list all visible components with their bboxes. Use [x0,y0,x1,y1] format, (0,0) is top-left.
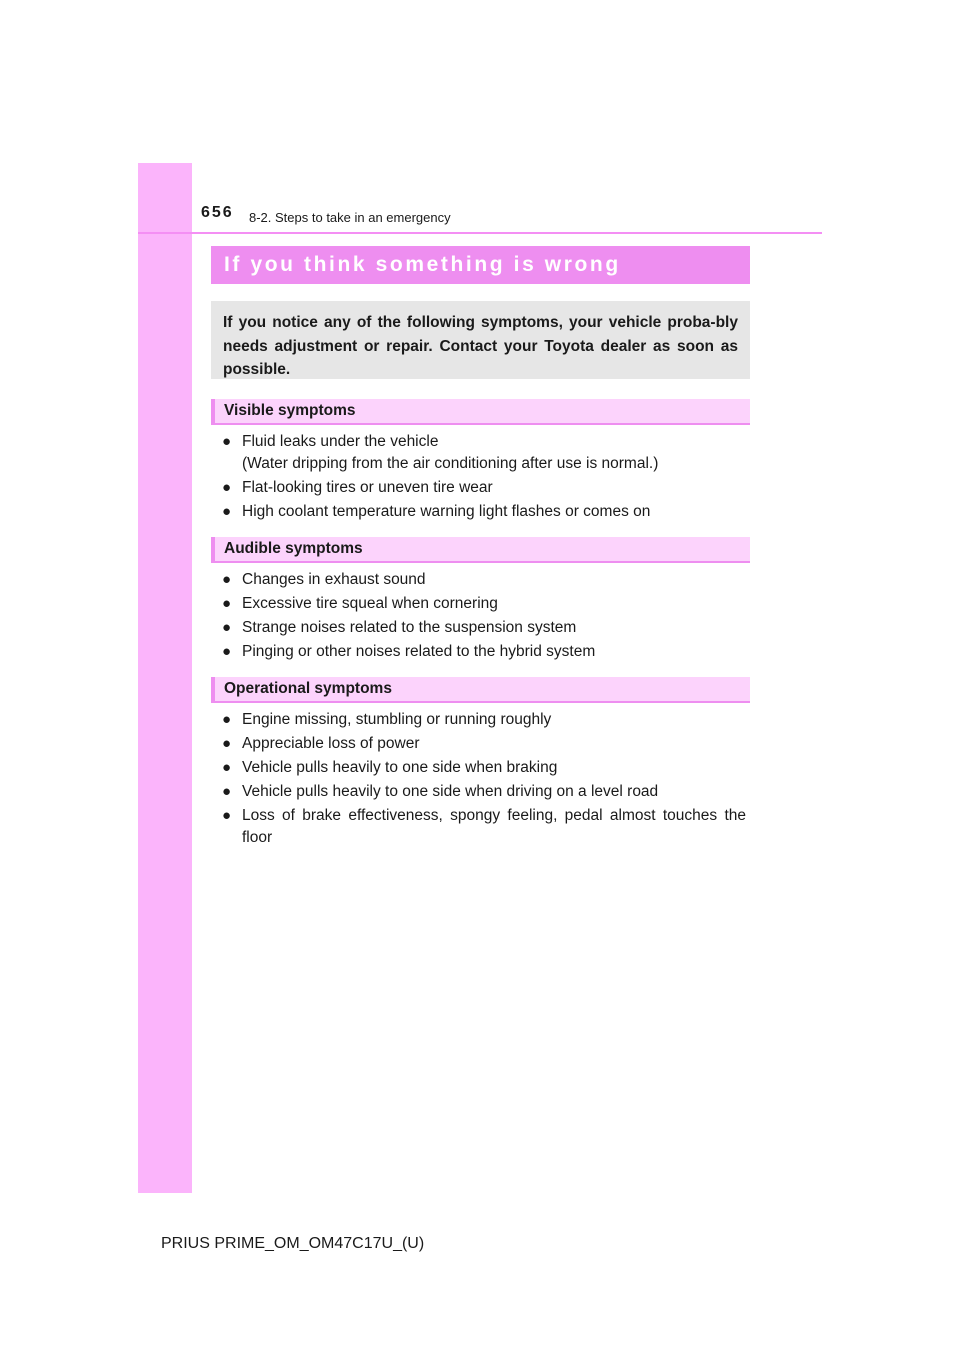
list-item [222,757,746,779]
list-item-text: Excessive tire squeal when cornering [242,595,498,612]
audible-symptoms-heading-text: Audible symptoms [224,540,363,557]
bullet-icon: ● [222,619,232,636]
header-rule [138,232,822,234]
bullet-icon: ● [222,711,232,728]
operational-symptoms-heading-text: Operational symptoms [224,680,392,697]
bullet-icon: ● [222,503,232,520]
title-bar [211,246,750,284]
list-item [222,641,746,663]
page-title: If you think something is wrong [224,253,621,276]
list-item-text: Vehicle pulls heavily to one side when braking [242,759,558,776]
list-item-text: Vehicle pulls heavily to one side when driving on a level road [242,783,659,800]
list-item-text: Strange noises related to the suspension system [242,619,577,636]
intro-box [211,301,750,379]
list-item [222,431,746,475]
chapter-side-tab [138,163,192,1193]
visible-symptoms-heading-text: Visible symptoms [224,402,356,419]
list-item-text: High coolant temperature warning light flashes or comes on [242,503,651,520]
list-item-text: Loss of brake effectiveness, spongy feeling, pedal almost touches the floor [242,807,746,846]
list-item-text: Flat-looking tires or uneven tire wear [242,479,493,496]
list-item [222,781,746,803]
audible-symptoms-list [222,569,746,665]
audible-symptoms-heading [211,537,750,563]
intro-text: If you notice any of the following symptoms, your vehicle proba-bly needs adjustment or repair. Contact your Toyota dealer as soon as possible. [223,314,738,378]
list-item [222,805,746,849]
bullet-icon: ● [222,807,232,824]
list-item-note: (Water dripping from the air conditioning after use is normal.) [242,455,659,472]
list-item [222,733,746,755]
manual-code: PRIUS PRIME_OM_OM47C17U_(U) [161,1235,425,1252]
bullet-icon: ● [222,643,232,660]
section-path: 8-2. Steps to take in an emergency [249,210,451,225]
list-item-text: Pinging or other noises related to the hybrid system [242,643,596,660]
list-item [222,617,746,639]
bullet-icon: ● [222,479,232,496]
bullet-icon: ● [222,735,232,752]
list-item-text: Fluid leaks under the vehicle [242,433,439,450]
list-item [222,569,746,591]
list-item-text: Changes in exhaust sound [242,571,426,588]
visible-symptoms-list [222,431,746,525]
operational-symptoms-list [222,709,746,851]
list-item-text: Appreciable loss of power [242,735,420,752]
list-item [222,477,746,499]
bullet-icon: ● [222,595,232,612]
bullet-icon: ● [222,759,232,776]
page-number: 656 [201,204,234,221]
bullet-icon: ● [222,783,232,800]
list-item [222,501,746,523]
visible-symptoms-heading [211,399,750,425]
operational-symptoms-heading [211,677,750,703]
list-item-text: Engine missing, stumbling or running roughly [242,711,552,728]
bullet-icon: ● [222,433,232,450]
list-item [222,709,746,731]
bullet-icon: ● [222,571,232,588]
list-item [222,593,746,615]
